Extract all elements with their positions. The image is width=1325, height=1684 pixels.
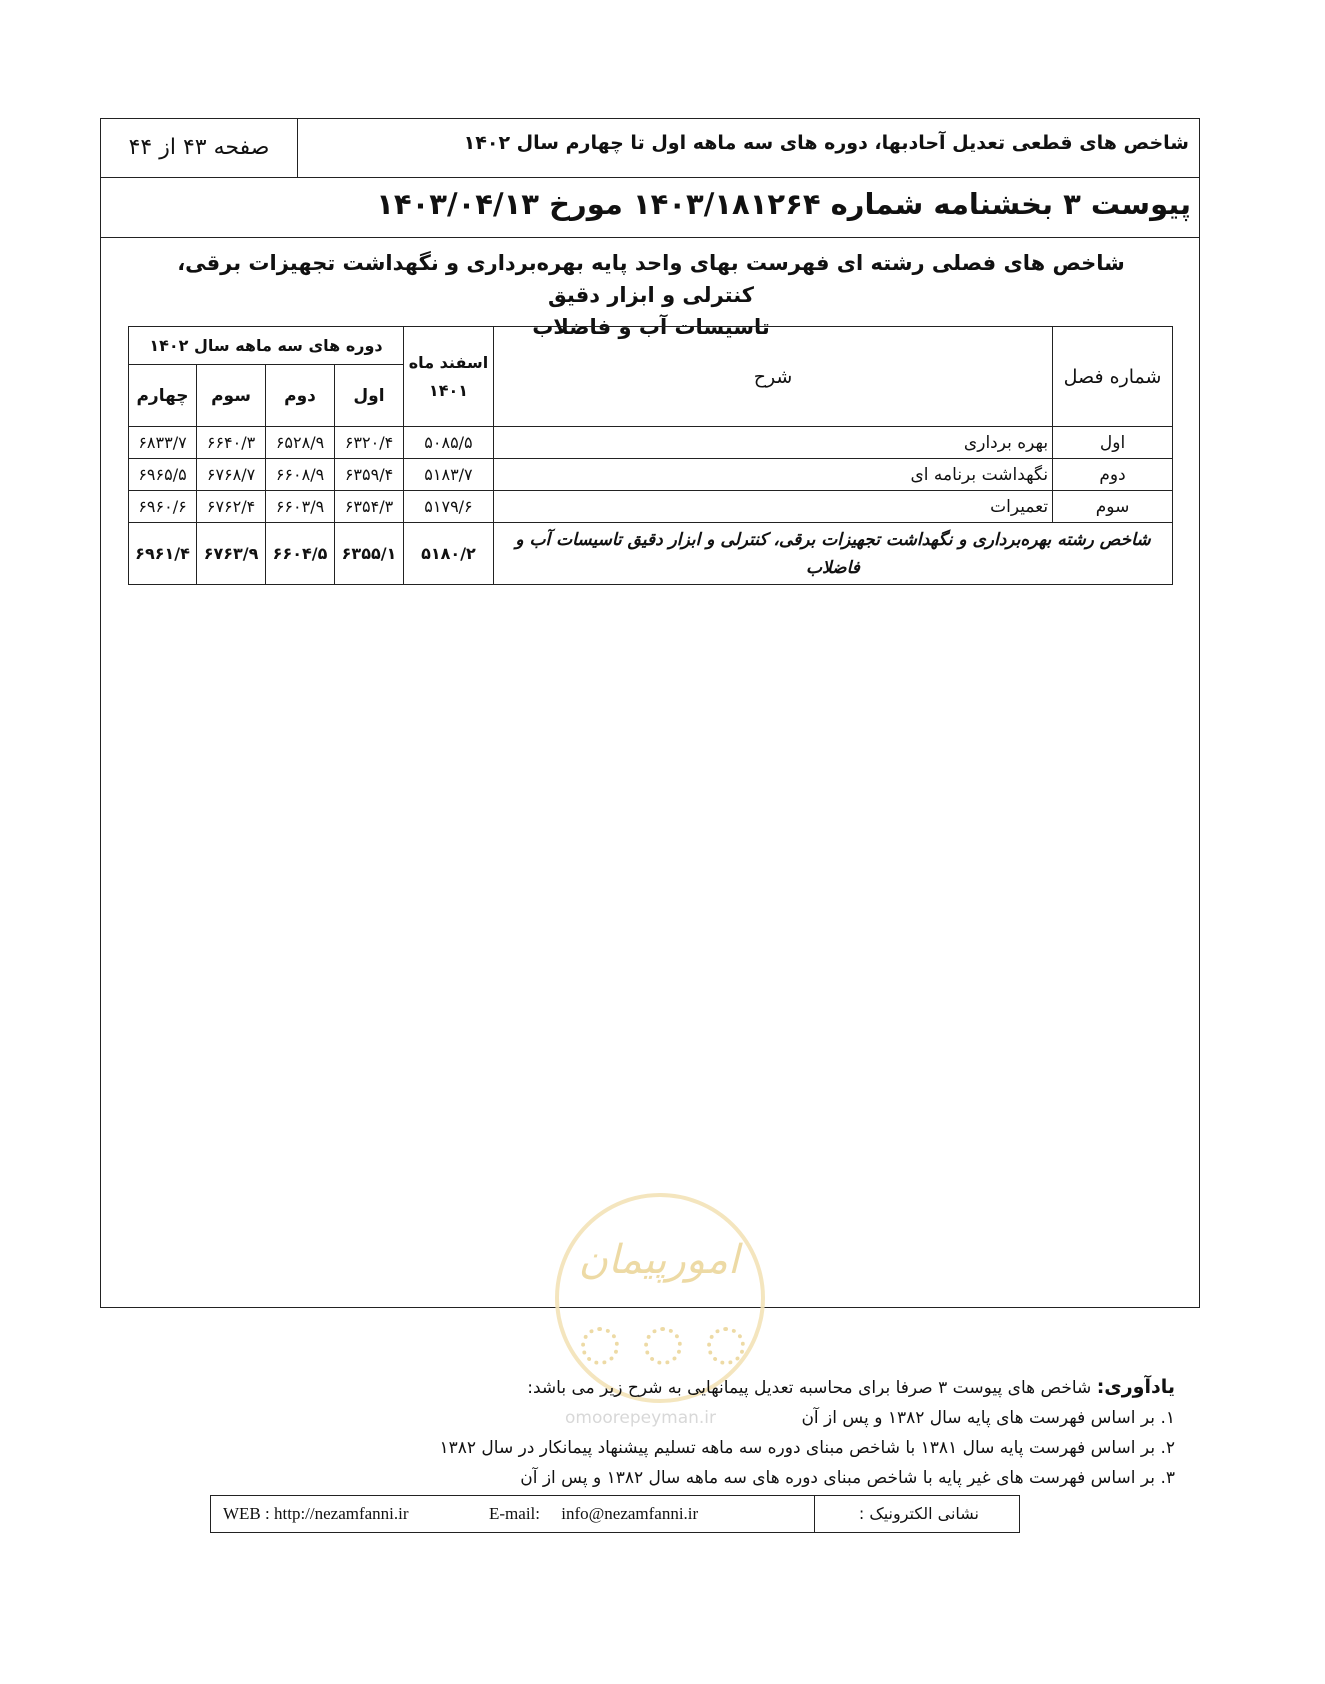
quarter-header: دوم bbox=[266, 365, 335, 427]
total-desc: شاخص رشته بهره‌برداری و نگهداشت تجهیزات برقی، کنترلی و ابزار دقیق تاسیسات آب و فاضلاب bbox=[493, 523, 1172, 585]
col-group-header: دوره های سه ماهه سال ۱۴۰۲ bbox=[129, 327, 404, 365]
col-base-header: اسفند ماه ۱۴۰۱ bbox=[403, 327, 493, 427]
section-title-line2: تاسیسات آب و فاضلاب bbox=[532, 315, 770, 339]
row-section: دوم bbox=[1053, 459, 1173, 491]
row-q4: ۶۹۶۵/۵ bbox=[129, 459, 197, 491]
row-q1: ۶۳۲۰/۴ bbox=[335, 427, 404, 459]
table-row bbox=[129, 427, 1173, 459]
row-q3: ۶۷۶۸/۷ bbox=[197, 459, 266, 491]
notes-block bbox=[275, 1372, 1175, 1493]
page-number: صفحه ۴۳ از ۴۴ bbox=[101, 119, 298, 177]
row-section: سوم bbox=[1053, 491, 1173, 523]
row-q4: ۶۹۶۰/۶ bbox=[129, 491, 197, 523]
header-row bbox=[101, 119, 1199, 178]
total-q1: ۶۳۵۵/۱ bbox=[335, 523, 404, 585]
index-table bbox=[128, 326, 1173, 585]
subheader-row bbox=[101, 177, 1199, 238]
row-desc: تعمیرات bbox=[493, 491, 1052, 523]
gear-icon bbox=[707, 1327, 745, 1365]
note-item: ۲. بر اساس فهرست پایه سال ۱۳۸۱ با شاخص مبنای دوره سه ماهه تسلیم پیشنهاد پیمانکار در سال ۱۳۸۲ bbox=[439, 1438, 1175, 1458]
notes-intro: شاخص های پیوست ۳ صرفا برای محاسبه تعدیل پیمانهایی به شرح زیر می باشد: bbox=[527, 1378, 1092, 1398]
notes-label: یادآوری: bbox=[1096, 1376, 1175, 1398]
gear-icon bbox=[644, 1327, 682, 1365]
circular-reference: پیوست ۳ بخشنامه شماره ۱۴۰۳/۱۸۱۲۶۴ مورخ ۱۴۰۳/۰۴/۱۳ bbox=[376, 187, 1191, 221]
address-label: نشانی الکترونیک : bbox=[814, 1496, 1019, 1532]
document-frame bbox=[100, 118, 1200, 1308]
total-q2: ۶۶۰۴/۵ bbox=[266, 523, 335, 585]
row-q2: ۶۵۲۸/۹ bbox=[266, 427, 335, 459]
footer-contact bbox=[210, 1495, 1020, 1533]
row-q2: ۶۶۰۳/۹ bbox=[266, 491, 335, 523]
web-link[interactable]: WEB : http://nezamfanni.ir bbox=[223, 1504, 409, 1523]
row-q3: ۶۷۶۲/۴ bbox=[197, 491, 266, 523]
watermark-site: omoorepeyman.ir bbox=[565, 1408, 717, 1428]
total-base: ۵۱۸۰/۲ bbox=[403, 523, 493, 585]
note-item: ۳. بر اساس فهرست های غیر پایه با شاخص مبنای دوره های سه ماهه سال ۱۳۸۲ و پس از آن bbox=[520, 1468, 1175, 1488]
gear-icon bbox=[581, 1327, 619, 1365]
header-title: شاخص های قطعی تعدیل آحادبها، دوره های سه ماهه اول تا چهارم سال ۱۴۰۲ bbox=[463, 132, 1189, 154]
row-q1: ۶۳۵۴/۳ bbox=[335, 491, 404, 523]
row-q2: ۶۶۰۸/۹ bbox=[266, 459, 335, 491]
col-section-header: شماره فصل bbox=[1053, 327, 1173, 427]
table-row bbox=[129, 459, 1173, 491]
total-q4: ۶۹۶۱/۴ bbox=[129, 523, 197, 585]
total-q3: ۶۷۶۳/۹ bbox=[197, 523, 266, 585]
row-section: اول bbox=[1053, 427, 1173, 459]
row-desc: بهره برداری bbox=[493, 427, 1052, 459]
row-base: ۵۱۸۳/۷ bbox=[403, 459, 493, 491]
email-link[interactable]: E-mail: info@nezamfanni.ir bbox=[489, 1504, 699, 1523]
row-desc: نگهداشت برنامه ای bbox=[493, 459, 1052, 491]
total-row bbox=[129, 523, 1173, 585]
table-row bbox=[129, 491, 1173, 523]
watermark-text: امورپیمان bbox=[578, 1237, 739, 1283]
row-q1: ۶۳۵۹/۴ bbox=[335, 459, 404, 491]
col-desc-header: شرح bbox=[493, 327, 1052, 427]
row-q3: ۶۶۴۰/۳ bbox=[197, 427, 266, 459]
note-item: ۱. بر اساس فهرست های پایه سال ۱۳۸۲ و پس از آن bbox=[801, 1408, 1175, 1428]
row-q4: ۶۸۳۳/۷ bbox=[129, 427, 197, 459]
section-title-line1: شاخص های فصلی رشته ای فهرست بهای واحد پایه بهره‌برداری و نگهداشت تجهیزات برقی، کنترلی و ابزار دقیق bbox=[177, 251, 1125, 307]
row-base: ۵۰۸۵/۵ bbox=[403, 427, 493, 459]
quarter-header: چهارم bbox=[129, 365, 197, 427]
quarter-header: اول bbox=[335, 365, 404, 427]
quarter-header: سوم bbox=[197, 365, 266, 427]
row-base: ۵۱۷۹/۶ bbox=[403, 491, 493, 523]
